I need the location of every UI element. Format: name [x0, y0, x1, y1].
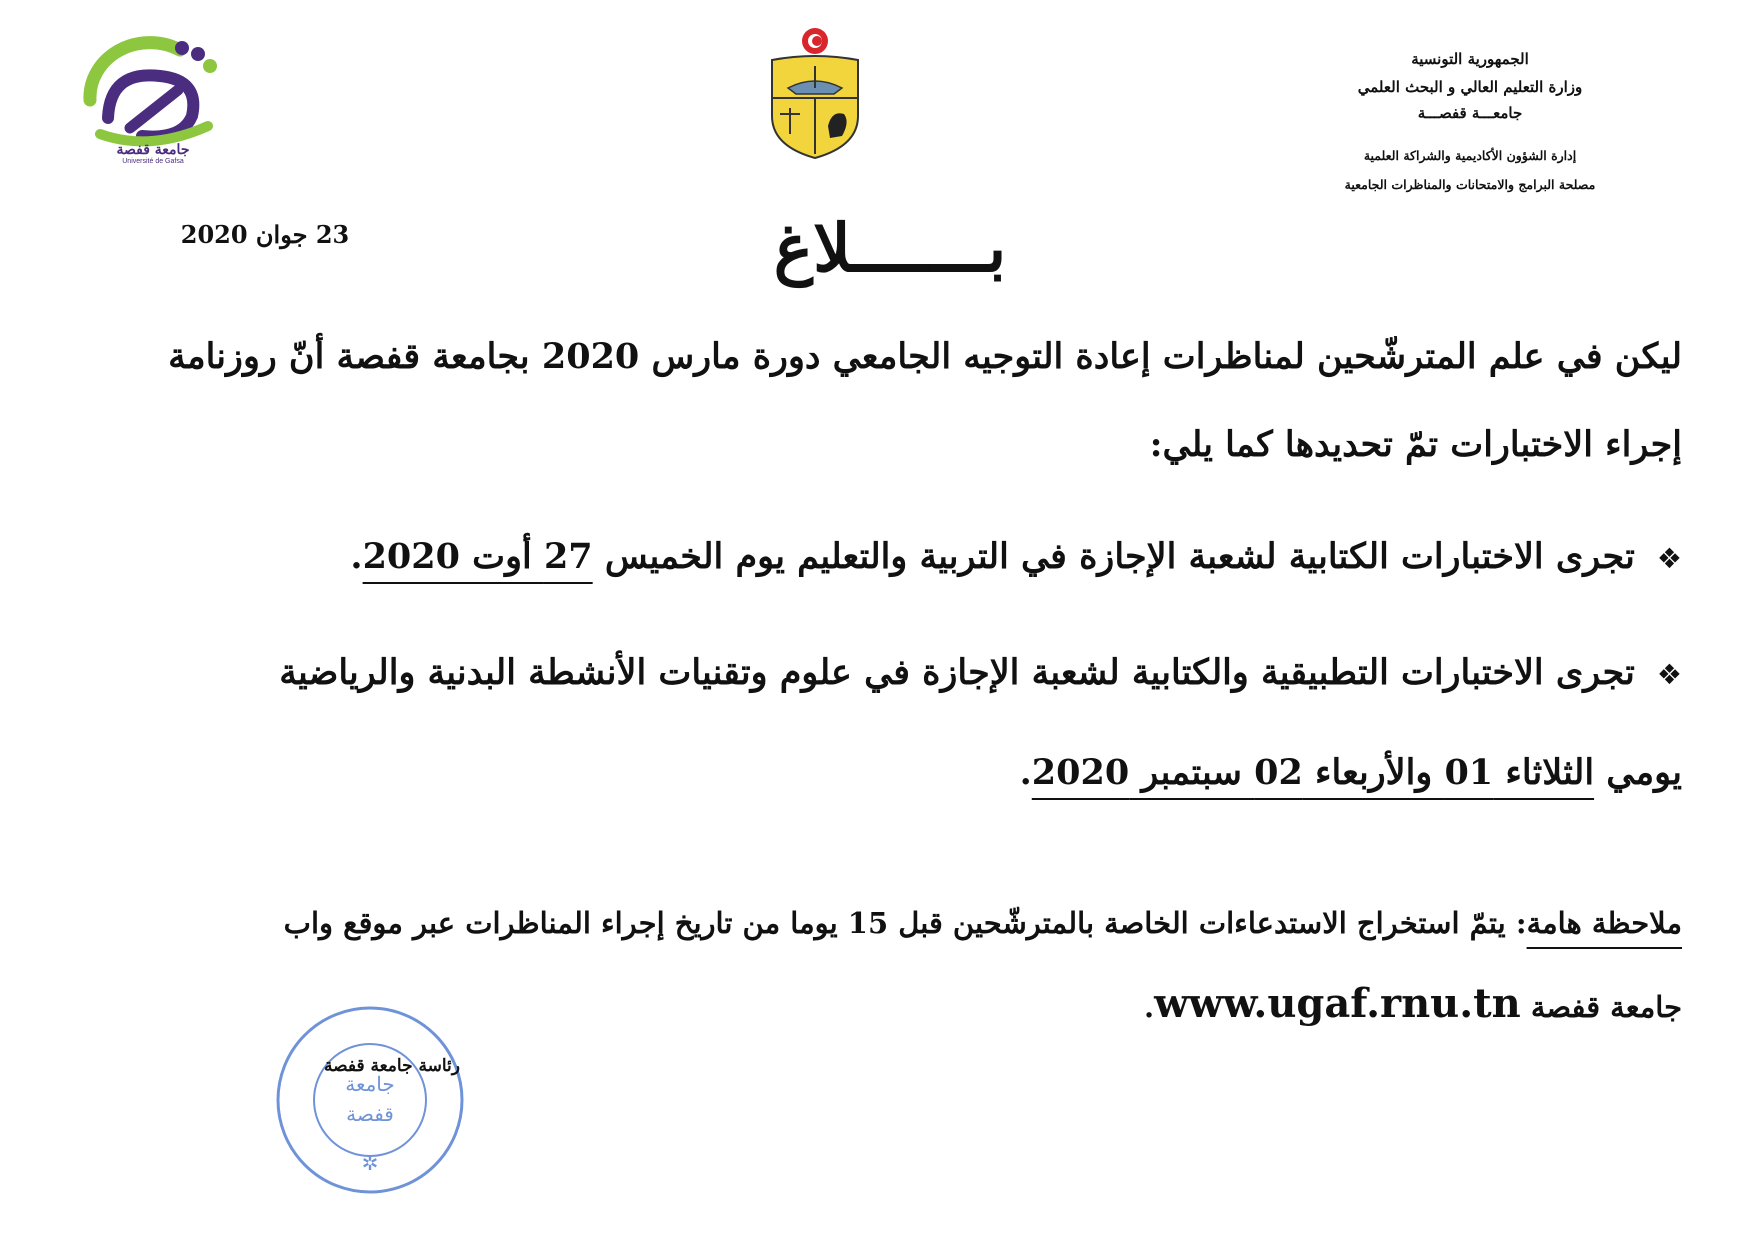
website-url: www.ugaf.rnu.tn	[1154, 980, 1521, 1027]
list-item-written-exams	[72, 536, 1682, 578]
official-stamp	[270, 1000, 470, 1200]
note-colon: :	[1515, 906, 1527, 940]
bullet-icon: ❖	[1656, 542, 1682, 575]
ministry-name: وزارة التعليم العالي و البحث العلمي	[1357, 78, 1583, 96]
stamp-inner-text-1: جامعة	[345, 1072, 395, 1096]
note-text: يتمّ استخراج الاستدعاءات الخاصة بالمترشّحين قبل 15 يوما من تاريخ إجراء المناظرات عبر موقع واب	[283, 906, 1516, 940]
item2-line-2	[72, 752, 1682, 794]
item2-line1: تجرى الاختبارات التطبيقية والكتابية لشعبة الإجازة في علوم وتقنيات الأنشطة البدنية والرياضية	[279, 652, 1635, 693]
signature-title: رئاسة جامعة قفصة	[323, 1056, 460, 1076]
page-title: بـــــــلاغ	[773, 209, 1007, 287]
ministry-header	[1280, 44, 1660, 192]
list-item-practical-exams	[72, 652, 1682, 694]
intro-line-2: إجراء الاختبارات تمّ تحديدها كما يلي:	[1149, 424, 1682, 465]
item1-end: .	[350, 536, 363, 577]
logo-text-fr: Université de Gafsa	[122, 158, 184, 165]
university-logo	[70, 30, 230, 170]
note-line2-end: .	[1144, 990, 1155, 1024]
item2-end: .	[1019, 752, 1032, 793]
important-note-line-1	[72, 906, 1682, 941]
intro-line-1: ليكن في علم المترشّحين لمناظرات إعادة التوجيه الجامعي دورة مارس 2020 بجامعة قفصة أنّ روزنامة	[168, 336, 1682, 377]
service-name: مصلحة البرامج والامتحانات والمناظرات الجامعية	[1344, 177, 1596, 192]
item2-prefix: يومي	[1606, 752, 1682, 793]
university-name: جامعـــة قفصـــة	[1417, 104, 1523, 122]
item1-date: 27 أوت 2020	[362, 536, 593, 577]
note-label: ملاحظة هامة	[1526, 906, 1682, 940]
department-name: إدارة الشؤون الأكاديمية والشراكة العلمية	[1363, 148, 1577, 163]
stamp-inner-text-2: قفصة	[346, 1102, 394, 1126]
logo-text-ar: جامعة قفصة	[116, 142, 190, 158]
item1-text: تجرى الاختبارات الكتابية لشعبة الإجازة في التربية والتعليم يوم الخميس	[604, 536, 1635, 577]
bullet-icon: ❖	[1656, 658, 1682, 691]
note-line2-prefix: جامعة قفصة	[1520, 990, 1682, 1024]
republic-name: الجمهورية التونسية	[1411, 50, 1529, 68]
svg-text:✲: ✲	[361, 1151, 379, 1175]
item2-date: الثلاثاء 01 والأربعاء 02 سبتمبر 2020	[1031, 752, 1595, 793]
document-date: 23 جوان 2020	[180, 220, 350, 249]
coat-of-arms-emblem	[760, 26, 870, 161]
